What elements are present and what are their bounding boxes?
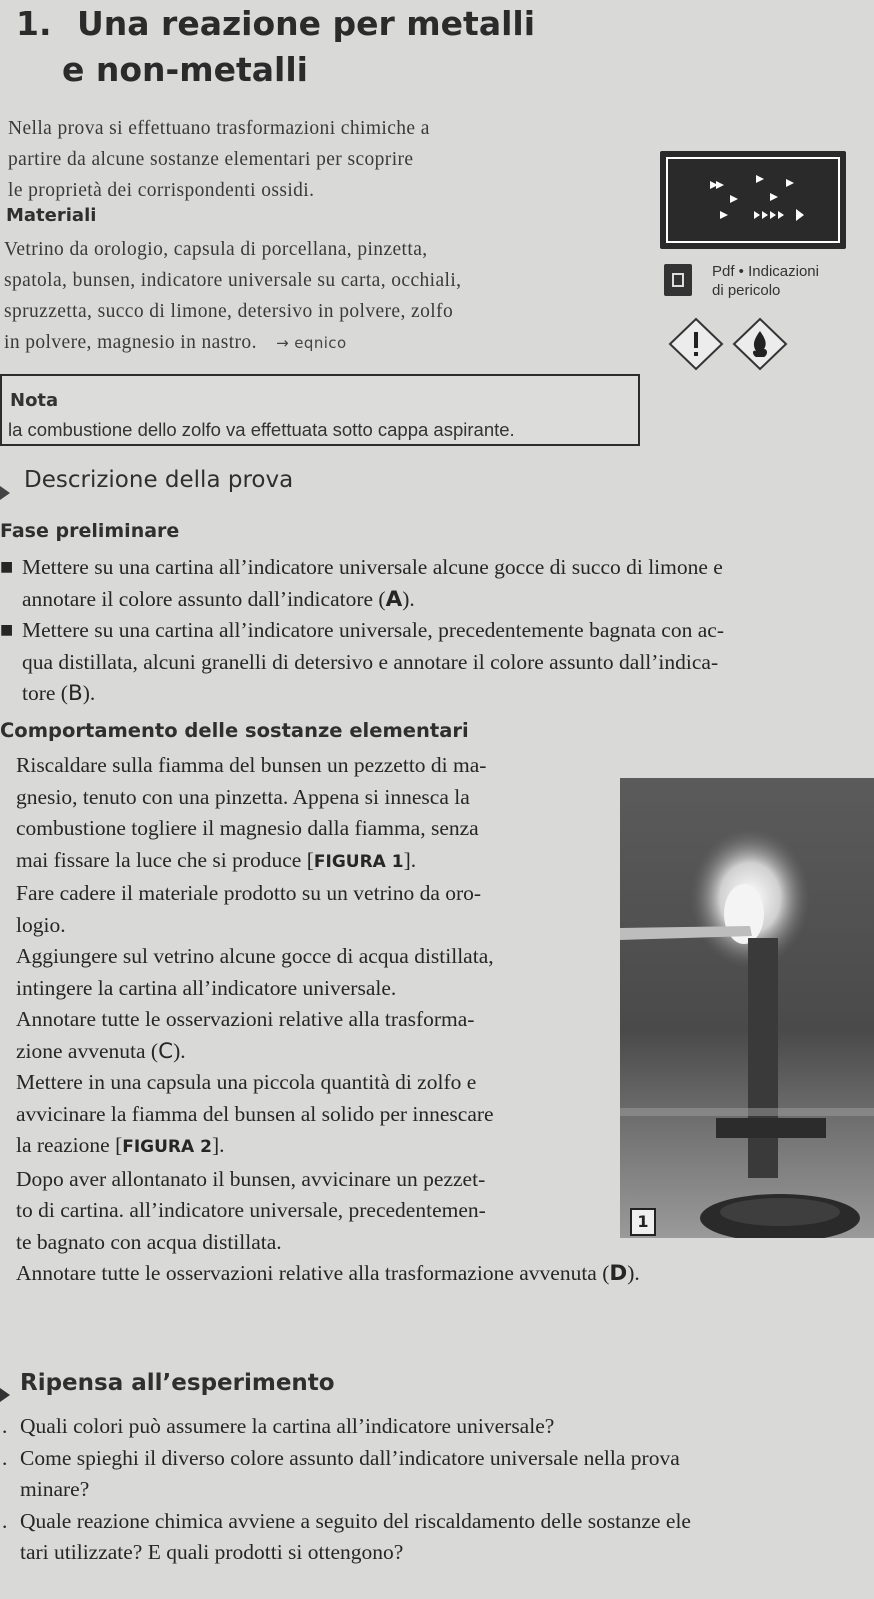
behaviour-line — [0, 845, 870, 879]
label-d: D — [609, 1261, 628, 1286]
question-text: Quali colori può assumere la cartina all’indicatore universale? — [20, 1414, 555, 1438]
intro-line: le proprietà dei corrispondenti ossidi. — [8, 180, 315, 201]
behaviour-line: avvicinare la fiamma del bunsen al solido per innescare — [16, 1101, 494, 1126]
figure-2-reference[interactable]: FIGURA 2 — [122, 1137, 212, 1157]
handwritten-note: → eqnico — [276, 334, 347, 352]
materials-line: spruzzetta, succo di limone, detersivo in polvere, zolfo — [4, 301, 454, 322]
behaviour-text-span: ]. — [211, 1133, 225, 1157]
label-c: C — [158, 1038, 174, 1064]
materials-heading: Materiali — [6, 205, 97, 226]
behaviour-line: Dopo aver allontanato il bunsen, avvicinare un pezzet- — [16, 1166, 486, 1191]
label-b: B — [67, 681, 83, 706]
flame-hazard-icon — [734, 319, 786, 369]
behaviour-text-span: ]. — [403, 847, 417, 872]
note-heading: Nota — [10, 390, 59, 411]
behaviour-text-span: Annotare tutte le osservazioni relative alla trasformazione avvenuta ( — [16, 1261, 610, 1285]
preliminary-heading: Fase preliminare — [0, 520, 180, 542]
pdf-label-line-1: Pdf • Indicazioni — [712, 263, 819, 280]
behaviour-line: intingere la cartina all’indicatore universale. — [16, 975, 397, 1000]
question-bullet: . — [2, 1445, 8, 1470]
hazard-symbols — [668, 315, 790, 373]
behaviour-line: logio. — [16, 912, 66, 937]
video-badge[interactable] — [660, 151, 846, 249]
behaviour-text — [0, 750, 870, 1290]
behaviour-text-span: zione avvenuta ( — [16, 1038, 159, 1063]
list-item-line: Mettere su una cartina all’indicatore universale alcune gocce di succo di limone e — [22, 555, 723, 579]
list-item — [0, 615, 870, 710]
behaviour-text-span: mai fissare la luce che si produce [ — [16, 847, 314, 872]
question-text: Quale reazione chimica avviene a seguito del riscaldamento delle sostanze ele — [20, 1508, 691, 1533]
behaviour-line: te bagnato con acqua distillata. — [16, 1229, 282, 1254]
materials-line: spatola, bunsen, indicatore universale su carta, occhiali, — [4, 270, 462, 291]
pdf-document-icon[interactable] — [664, 264, 692, 296]
question-text: Come spieghi il diverso colore assunto dall’indicatore universale nella prova — [20, 1445, 680, 1470]
behaviour-line: Mettere in una capsula una piccola quantità di zolfo e — [16, 1070, 477, 1094]
rethink-heading: Ripensa all’esperimento — [20, 1370, 335, 1396]
play-arrows-icon — [700, 171, 820, 231]
behaviour-line — [0, 1258, 870, 1290]
behaviour-line: combustione togliere il magnesio dalla fiamma, senza — [16, 816, 479, 840]
list-item-text: tore ( — [22, 681, 68, 705]
label-a: A — [385, 586, 403, 612]
intro-line: partire da alcune sostanze elementari per scoprire — [8, 149, 414, 170]
intro-line: Nella prova si effettuano trasformazioni chimiche a — [8, 118, 430, 139]
behaviour-line: Aggiungere sul vetrino alcune gocce di acqua distillata, — [16, 944, 494, 968]
square-bullet-icon: ■ — [0, 622, 14, 638]
behaviour-heading: Comportamento delle sostanze elementari — [0, 719, 469, 742]
materials-line: Vetrino da orologio, capsula di porcellana, pinzetta, — [4, 239, 428, 260]
title-number: 1. — [16, 4, 52, 43]
list-item — [0, 552, 870, 615]
question-continuation: minare? — [20, 1477, 90, 1501]
list-item-line: qua distillata, alcuni granelli di detersivo e annotare il colore assunto dall’indica- — [22, 649, 719, 674]
preliminary-list — [0, 552, 870, 710]
title-line-1: Una reazione per metalli — [77, 4, 536, 43]
materials-line — [4, 327, 461, 359]
question-item — [0, 1443, 874, 1475]
list-item-text: ). — [82, 681, 96, 705]
description-heading: Descrizione della prova — [24, 467, 294, 493]
pdf-link[interactable] — [712, 262, 819, 300]
list-item-line — [0, 678, 870, 710]
question-item — [0, 1411, 874, 1443]
question-bullet: . — [2, 1508, 8, 1533]
exclamation-hazard-icon — [670, 319, 722, 369]
list-item-text: annotare il colore assunto dall’indicatore ( — [22, 586, 386, 611]
note-text: la combustione dello zolfo va effettuata sotto cappa aspirante. — [8, 419, 515, 440]
behaviour-line — [0, 1130, 870, 1164]
behaviour-text-span: ). — [173, 1038, 186, 1063]
figure-1-reference[interactable]: FIGURA 1 — [313, 851, 404, 872]
materials-list — [4, 234, 461, 359]
list-item-line: Mettere su una cartina all’indicatore universale, precedentemente bagnata con ac- — [22, 618, 724, 642]
triangle-bullet-icon — [0, 484, 12, 502]
question-item — [0, 1506, 874, 1538]
pdf-label-line-2: di pericolo — [712, 282, 781, 299]
triangle-bullet-icon — [0, 1386, 12, 1404]
behaviour-line: to di cartina. all’indicatore universale, precedentemen- — [16, 1198, 486, 1222]
note-box — [0, 374, 640, 446]
behaviour-line: gnesio, tenuto con una pinzetta. Appena si innesca la — [16, 784, 470, 809]
behaviour-line: Fare cadere il materiale prodotto su un vetrino da oro- — [16, 881, 482, 905]
list-item-text: ). — [402, 586, 415, 611]
behaviour-text-span: ). — [627, 1261, 640, 1285]
title-line-2: e non-metalli — [62, 50, 308, 89]
behaviour-line: Riscaldare sulla fiamma del bunsen un pezzetto di ma- — [16, 753, 487, 777]
rethink-questions — [0, 1411, 874, 1569]
question-continuation: tari utilizzate? E quali prodotti si ottengono? — [20, 1540, 404, 1564]
behaviour-line: Annotare tutte le osservazioni relative alla trasforma- — [16, 1007, 475, 1031]
question-bullet: . — [2, 1414, 8, 1438]
pdf-document-inner — [672, 273, 684, 287]
behaviour-text-span: la reazione [ — [16, 1133, 123, 1157]
materials-line-text: in polvere, magnesio in nastro. — [4, 332, 257, 353]
figure-1-number: 1 — [630, 1208, 656, 1236]
behaviour-line — [0, 1036, 870, 1068]
list-item-line — [0, 584, 870, 616]
square-bullet-icon: ■ — [0, 559, 14, 575]
page-title — [16, 2, 535, 46]
intro-paragraph — [8, 113, 430, 206]
